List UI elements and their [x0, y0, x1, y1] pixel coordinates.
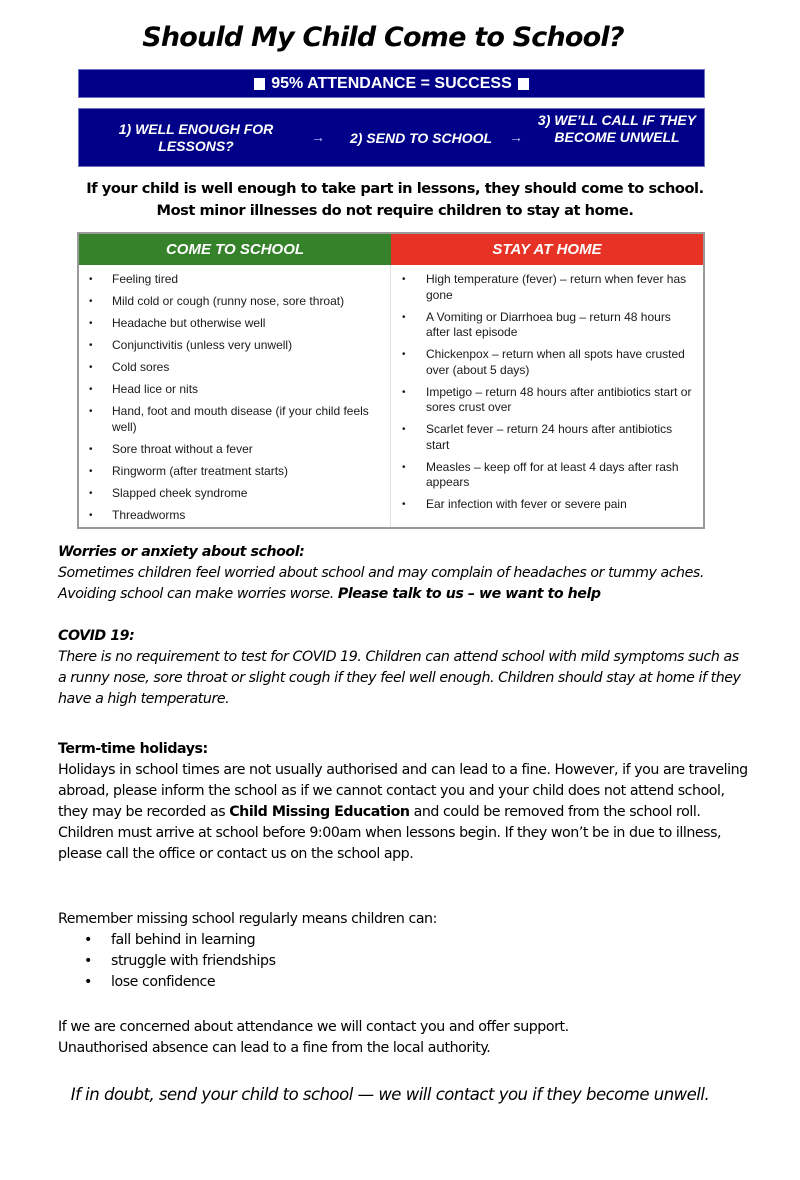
page-title: Should My Child Come to School? [142, 22, 624, 53]
arrival-text: Children must arrive at school before 9:00am when lessons begin. If they won’t be in due to illness, please call the office or contact us on the school app. [58, 825, 722, 862]
list-item: • Mild cold or cough (runny nose, sore throat) [79, 294, 390, 310]
list-item: • A Vomiting or Diarrhoea bug – return 48 hours after last episode [392, 310, 703, 341]
step-2: 2) SEND TO SCHOOL [349, 130, 493, 146]
square-icon [518, 78, 529, 90]
arrow-right-icon: → [509, 129, 523, 145]
worries-heading: Worries or anxiety about school: [58, 544, 305, 560]
holidays-emphasis: Child Missing Education [229, 804, 410, 820]
stay-at-home-header: STAY AT HOME [391, 234, 703, 265]
come-to-school-list [79, 272, 390, 523]
list-item: • Hand, foot and mouth disease (if your child feels well) [79, 404, 390, 435]
list-item: • Conjunctivitis (unless very unwell) [79, 338, 390, 354]
come-to-school-column [79, 265, 390, 530]
covid-body: There is no requirement to test for COVID 19. Children can attend school with mild symptoms such as a runny nose, sore throat or slight cough if they feel well enough. Children should stay at home if they have a high temperature. [58, 649, 741, 707]
covid-heading: COVID 19: [58, 628, 135, 644]
step-3: 3) WE’LL CALL IF THEY BECOME UNWELL [537, 112, 697, 145]
closing-statement: If in doubt, send your child to school — we will contact you if they become unwell. [70, 1085, 710, 1104]
list-item: • Headache but otherwise well [79, 316, 390, 332]
list-item: • Slapped cheek syndrome [79, 486, 390, 502]
remember-list [58, 930, 748, 993]
holidays-heading: Term-time holidays: [58, 741, 208, 757]
concern-section [58, 1017, 748, 1059]
worries-section [58, 542, 748, 605]
concern-line-2: Unauthorised absence can lead to a fine from the local authority. [58, 1040, 491, 1056]
banner-text: 95% ATTENDANCE = SUCCESS [271, 74, 512, 92]
list-item: • Impetigo – return 48 hours after antibiotics start or sores crust over [392, 385, 703, 416]
come-to-school-header: COME TO SCHOOL [79, 234, 391, 265]
list-item: • Feeling tired [79, 272, 390, 288]
list-item: • fall behind in learning [58, 930, 748, 951]
steps-banner [78, 108, 705, 167]
remember-section [58, 909, 748, 993]
holidays-text: Holidays in school times are not usually authorised and can lead to a fine. However, if you are traveling abroad, please inform the school as if we cannot contact you and your child does not attend school, they may be recorded as [58, 762, 748, 820]
list-item: • Ringworm (after treatment starts) [79, 464, 390, 480]
list-item: • Sore throat without a fever [79, 442, 390, 458]
list-item: • Measles – keep off for at least 4 days after rash appears [392, 460, 703, 491]
holidays-body [58, 760, 748, 823]
covid-section [58, 626, 748, 710]
intro-text [0, 178, 790, 222]
list-item: • Ear infection with fever or severe pain [392, 497, 703, 513]
list-item: • struggle with friendships [58, 951, 748, 972]
remember-intro: Remember missing school regularly means children can: [58, 911, 437, 927]
list-item: • Threadworms [79, 508, 390, 524]
list-item: • Scarlet fever – return 24 hours after antibiotics start [392, 422, 703, 453]
stay-at-home-column [392, 265, 703, 519]
worries-emphasis: Please talk to us – we want to help [337, 586, 601, 602]
list-item: • Cold sores [79, 360, 390, 376]
column-divider [390, 265, 391, 527]
illness-table [77, 232, 705, 529]
holidays-text-after: and could be removed from the school roll. [409, 804, 701, 820]
intro-line-2: Most minor illnesses do not require children to stay at home. [156, 202, 634, 219]
intro-line-1: If your child is well enough to take part in lessons, they should come to school. [86, 180, 704, 197]
list-item: • High temperature (fever) – return when fever has gone [392, 272, 703, 303]
step-1: 1) WELL ENOUGH FOR LESSONS? [118, 121, 274, 154]
worries-body [58, 563, 748, 605]
list-item: • Head lice or nits [79, 382, 390, 398]
stay-at-home-list [392, 272, 703, 513]
list-item: • lose confidence [58, 972, 748, 993]
attendance-banner [78, 69, 705, 98]
arrow-right-icon: → [311, 129, 325, 145]
square-icon [254, 78, 265, 90]
concern-line-1: If we are concerned about attendance we will contact you and offer support. [58, 1019, 569, 1035]
worries-text: Sometimes children feel worried about school and may complain of headaches or tummy aches. Avoiding school can make worries worse. [58, 565, 704, 602]
holidays-section [58, 739, 748, 865]
list-item: • Chickenpox – return when all spots have crusted over (about 5 days) [392, 347, 703, 378]
